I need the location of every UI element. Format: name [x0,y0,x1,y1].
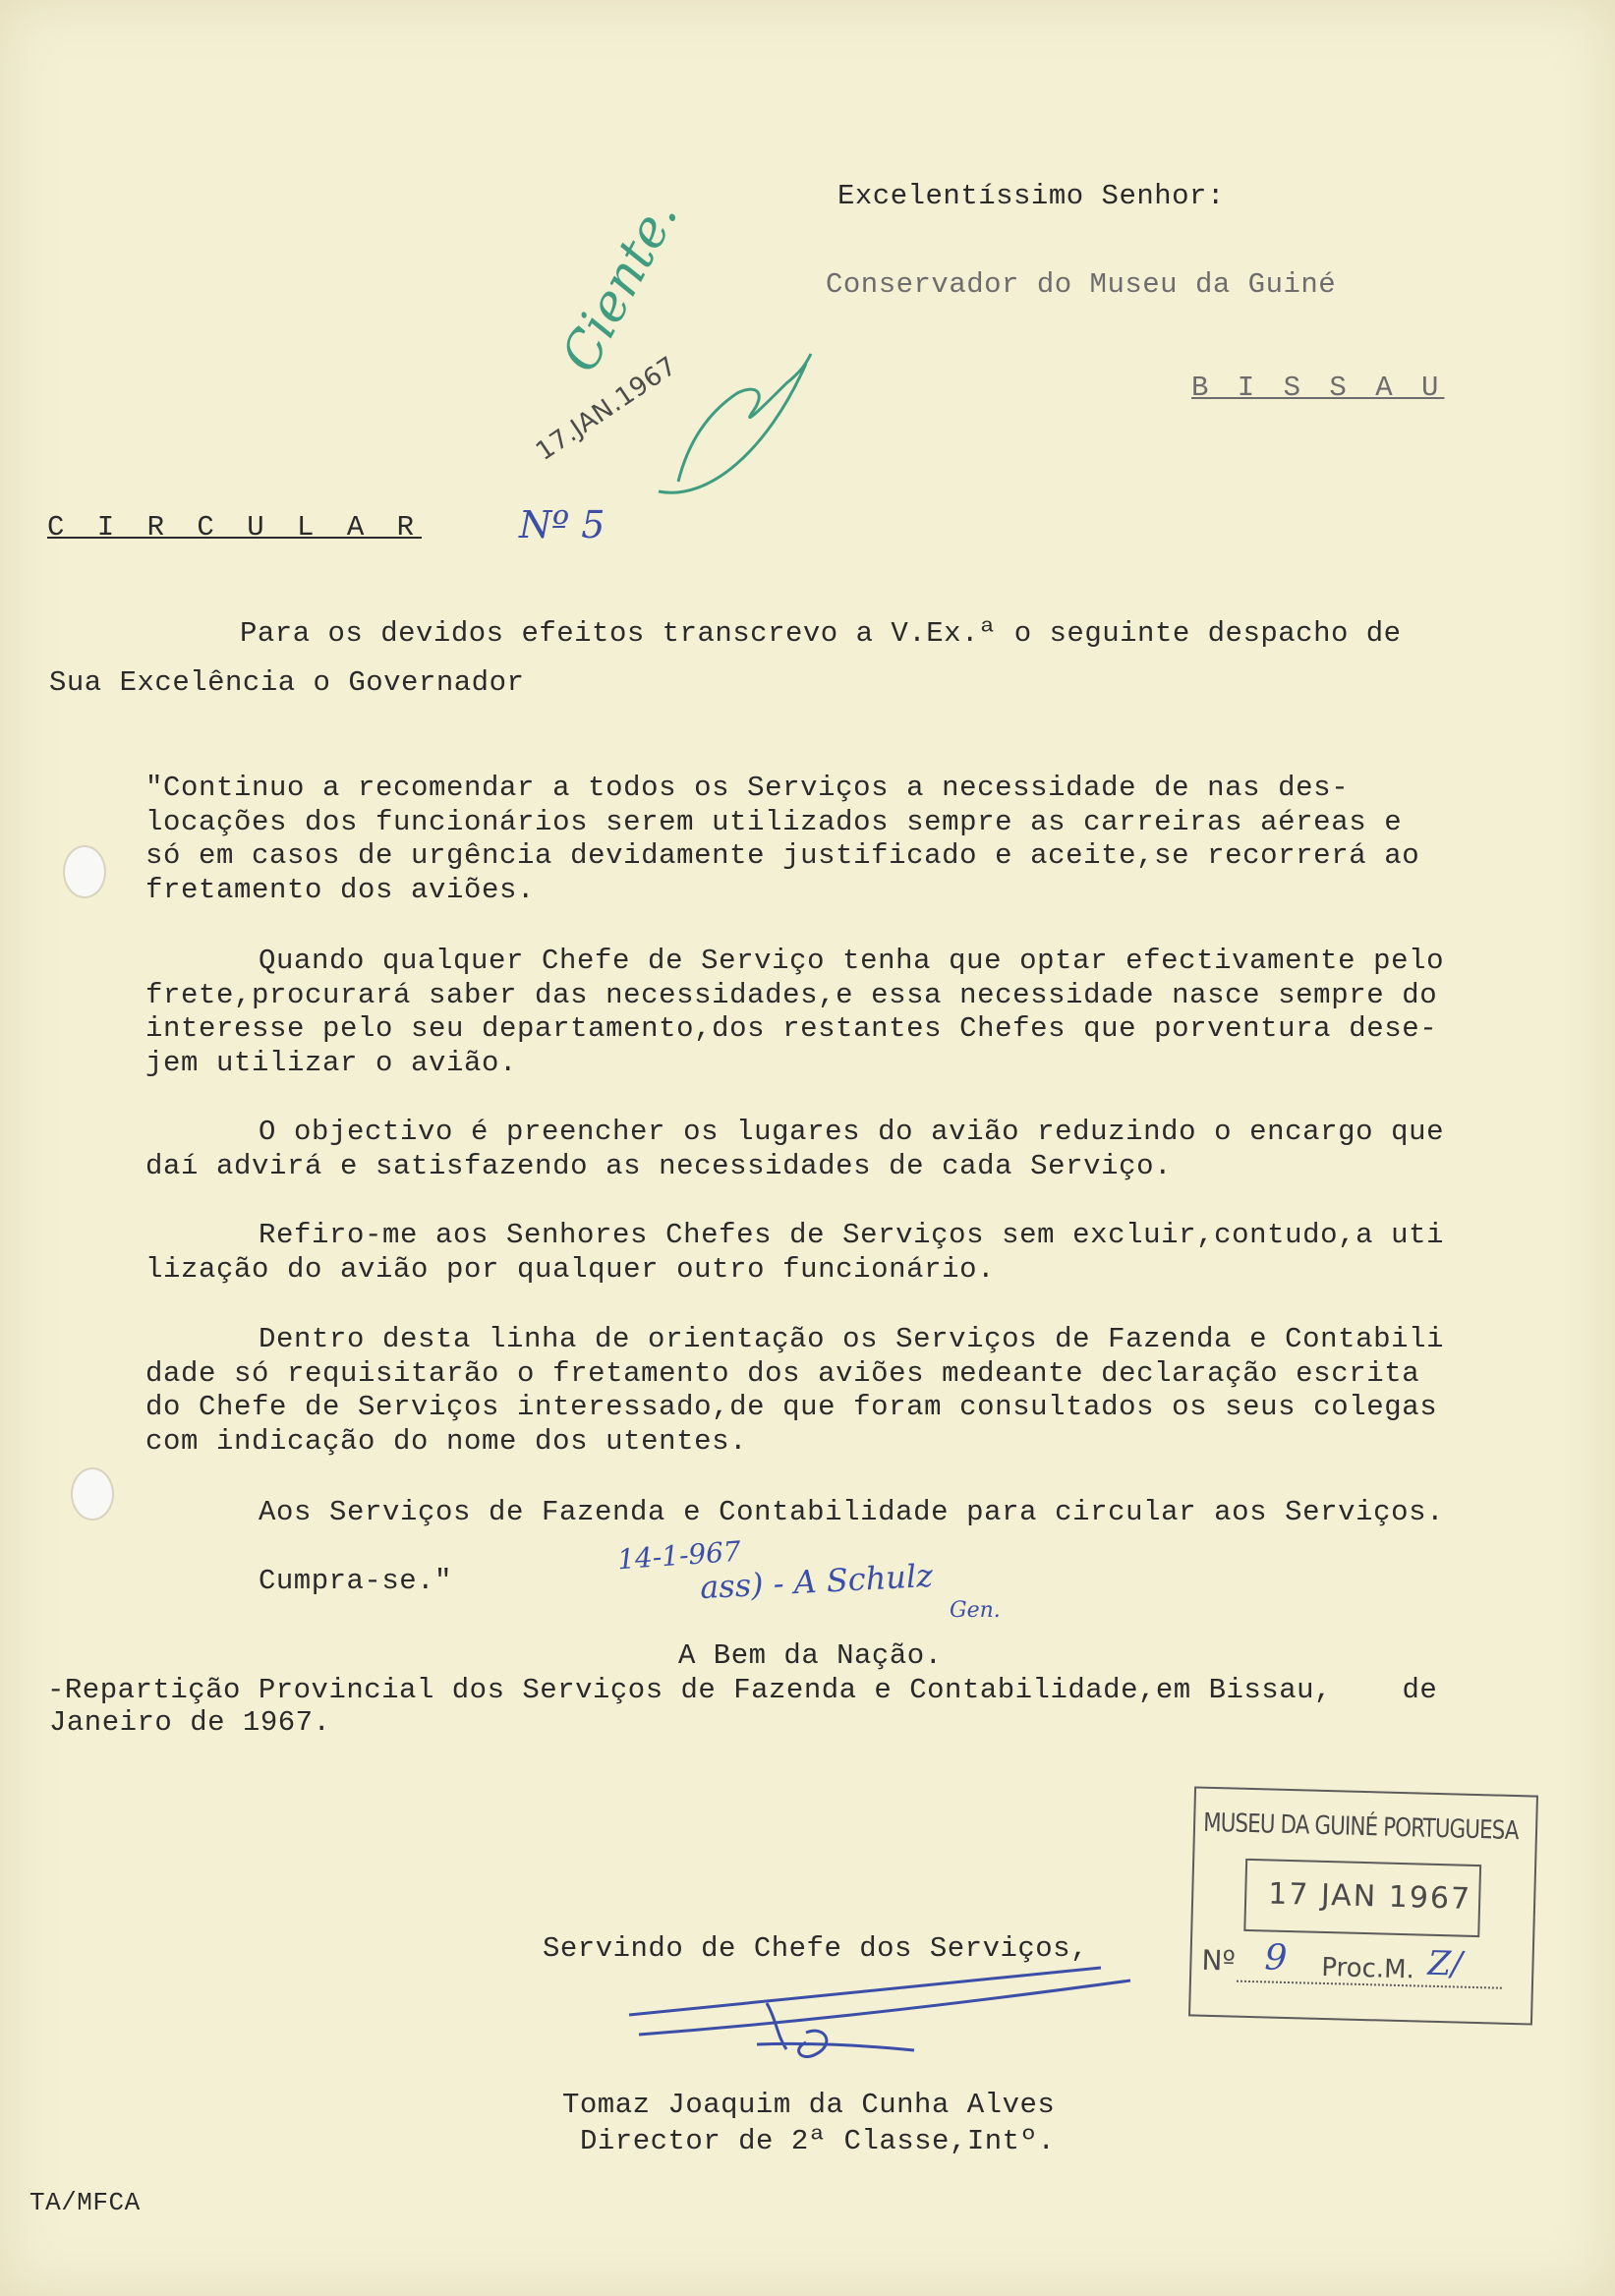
quote-paragraph-5: Dentro desta linha de orientação os Serviços de Fazenda e Contabili dade só requisitarão o fretamento dos aviões medeante declaração escrita do Chefe de Serviços interessado,de que foram consultados os seus colegas com indicação do nome dos utentes. [145,1323,1445,1458]
circular-title: C I R C U L A R [47,511,423,544]
receipt-mark [511,190,836,531]
signature-note-title: Gen. [950,1598,1001,1623]
place-date-line-2: Janeiro de 1967. [49,1706,331,1739]
recipient-city: B I S S A U [1191,372,1445,404]
motto: A Bem da Nação. [678,1639,943,1672]
museum-stamp-proc-value: Z/ [1426,1943,1464,1984]
signoff-rank: Director de 2ª Classe,Intº. [580,2125,1056,2157]
quote-paragraph-1: "Continuo a recomendar a todos os Serviços a necessidade de nas des- locações dos funcionários serem utilizados sempre as carreiras aéreas e só em casos de urgência devidamente justificado e aceite,se recorrerá ao fretamento dos aviões. [145,772,1420,906]
punch-hole-bottom [71,1467,114,1521]
signoff-name: Tomaz Joaquim da Cunha Alves [562,2089,1056,2121]
closing-quote: Cumpra-se." [259,1565,452,1597]
museum-stamp-no-value: 9 [1264,1937,1289,1979]
punch-hole-top [63,845,106,898]
receipt-date-stamp: 17.JAN.1967 [531,351,683,467]
museum-stamp-date: 17 JAN 1967 [1267,1876,1472,1917]
quote-paragraph-4: Refiro-me aos Senhores Chefes de Serviços sem excluir,contudo,a uti lização do avião por qualquer outro funcionário. [145,1219,1445,1286]
signature-note-line: ass) - A Schulz [699,1556,934,1607]
signoff-role: Servindo de Chefe dos Serviços, [543,1932,1088,1965]
intro-line-2: Sua Excelência o Governador [49,666,525,699]
quote-paragraph-2: Quando qualquer Chefe de Serviço tenha que optar efectivamente pelo frete,procurará saber das necessidades,e essa necessidade nasce sempre do interesse pelo seu departamento,dos restantes Chefes que porventura dese- jem utilizar o avião. [145,945,1445,1079]
receipt-initials-mark [511,295,836,531]
museum-stamp-no-label: Nº [1201,1943,1237,1978]
quote-paragraph-6: Aos Serviços de Fazenda e Contabilidade para circular aos Serviços. [259,1496,1445,1528]
museum-stamp [1188,1786,1538,2025]
reference-code: TA/MFCA [29,2188,141,2217]
recipient: Conservador do Museu da Guiné [826,268,1337,301]
handwritten-signature [619,1956,1150,2084]
receipt-note: Ciente. [550,190,690,382]
intro-line-1: Para os devidos efeitos transcrevo a V.Ex.ª o seguinte despacho de [240,617,1402,650]
circular-number: Nº 5 [519,503,606,546]
place-date-line-1: -Repartição Provincial dos Serviços de Fazenda e Contabilidade,em Bissau, de [47,1674,1438,1706]
museum-stamp-proc-label: Proc.M. [1320,1952,1415,1985]
signature-note-date: 14-1-967 [616,1534,742,1577]
quote-paragraph-3: O objectivo é preencher os lugares do avião reduzindo o encargo que daí advirá e satisfazendo as necessidades de cada Serviço. [145,1116,1445,1182]
salutation: Excelentíssimo Senhor: [837,180,1225,212]
museum-stamp-name: MUSEU DA GUINÉ PORTUGUESA [1202,1808,1519,1847]
